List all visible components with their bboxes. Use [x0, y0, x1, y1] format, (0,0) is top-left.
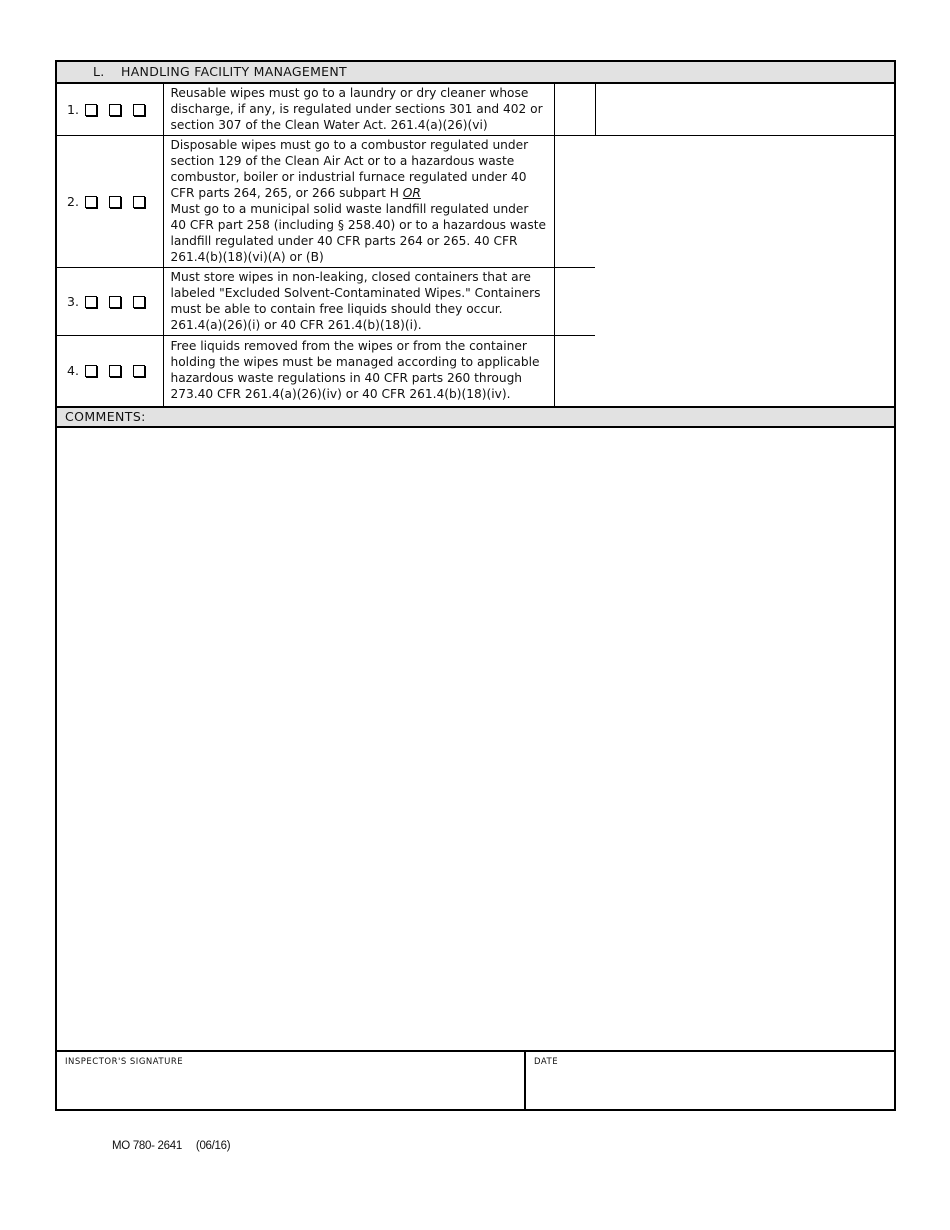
item-number: 2.	[67, 194, 79, 209]
item-text-part2: Must go to a municipal solid waste landfill regulated under 40 CFR part 258 (including § 258.40) or to a hazardous waste landfill regulated under 40 CFR parts 264 or 265. 40 CFR 261.4(b)(18)(vi)(A) or (B)	[170, 202, 546, 264]
no-checkbox[interactable]	[109, 104, 121, 116]
item-answer-cell[interactable]	[554, 136, 595, 268]
date-label: DATE	[534, 1056, 559, 1067]
form-footer	[112, 1140, 230, 1152]
date-field[interactable]	[526, 1052, 894, 1109]
item-answer-cell[interactable]	[554, 336, 595, 406]
inspection-form	[55, 60, 896, 1111]
checklist-row	[57, 136, 894, 268]
inspector-signature-label: INSPECTOR'S SIGNATURE	[65, 1056, 184, 1067]
form-revision: (06/16)	[195, 1140, 231, 1152]
section-number: L.	[93, 64, 105, 79]
item-text: Must store wipes in non-leaking, closed containers that are labeled "Excluded Solvent-Contaminated Wipes." Containers must be able to contain free liquids should they occur. 261.4(a)(26)(i) or 40 CFR 261.4(b)(18)(i).	[163, 268, 554, 336]
checklist-row	[57, 268, 894, 336]
na-checkbox[interactable]	[133, 196, 145, 208]
or-label: OR	[402, 186, 421, 200]
checklist-table	[57, 84, 894, 406]
yes-checkbox[interactable]	[85, 196, 97, 208]
checklist-row	[57, 84, 894, 136]
item-answer-cell[interactable]	[554, 84, 595, 136]
form-number: MO 780- 2641	[112, 1140, 182, 1152]
comments-header: COMMENTS:	[57, 406, 894, 428]
checklist-row	[57, 336, 894, 406]
na-checkbox[interactable]	[133, 365, 145, 377]
no-checkbox[interactable]	[109, 196, 121, 208]
item-text: Reusable wipes must go to a laundry or dry cleaner whose discharge, if any, is regulated under sections 301 and 402 or section 307 of the Clean Water Act. 261.4(a)(26)(vi)	[163, 84, 554, 136]
comments-field[interactable]	[57, 428, 894, 1052]
inspector-signature-field[interactable]	[57, 1052, 526, 1109]
item-notes-cell[interactable]	[595, 84, 894, 136]
item-text-part1: Disposable wipes must go to a combustor regulated under section 129 of the Clean Air Act or to a hazardous waste combustor, boiler or industrial furnace regulated under 40 CFR parts 264, 265, or 266 subpart H	[170, 138, 529, 200]
item-number: 1.	[67, 102, 79, 117]
no-checkbox[interactable]	[109, 296, 121, 308]
na-checkbox[interactable]	[133, 104, 145, 116]
item-number: 3.	[67, 294, 79, 309]
item-text: Free liquids removed from the wipes or from the container holding the wipes must be managed according to applicable hazardous waste regulations in 40 CFR parts 260 through 273.40 CFR 261.4(a)(26)(iv) or 40 CFR 261.4(b)(18)(iv).	[163, 336, 554, 406]
signature-row	[57, 1052, 894, 1109]
item-number: 4.	[67, 363, 79, 379]
no-checkbox[interactable]	[109, 365, 121, 377]
na-checkbox[interactable]	[133, 296, 145, 308]
item-answer-cell[interactable]	[554, 268, 595, 336]
yes-checkbox[interactable]	[85, 296, 97, 308]
yes-checkbox[interactable]	[85, 104, 97, 116]
section-title: HANDLING FACILITY MANAGEMENT	[121, 64, 347, 79]
item-text	[163, 136, 554, 268]
section-header	[57, 62, 894, 84]
yes-checkbox[interactable]	[85, 365, 97, 377]
